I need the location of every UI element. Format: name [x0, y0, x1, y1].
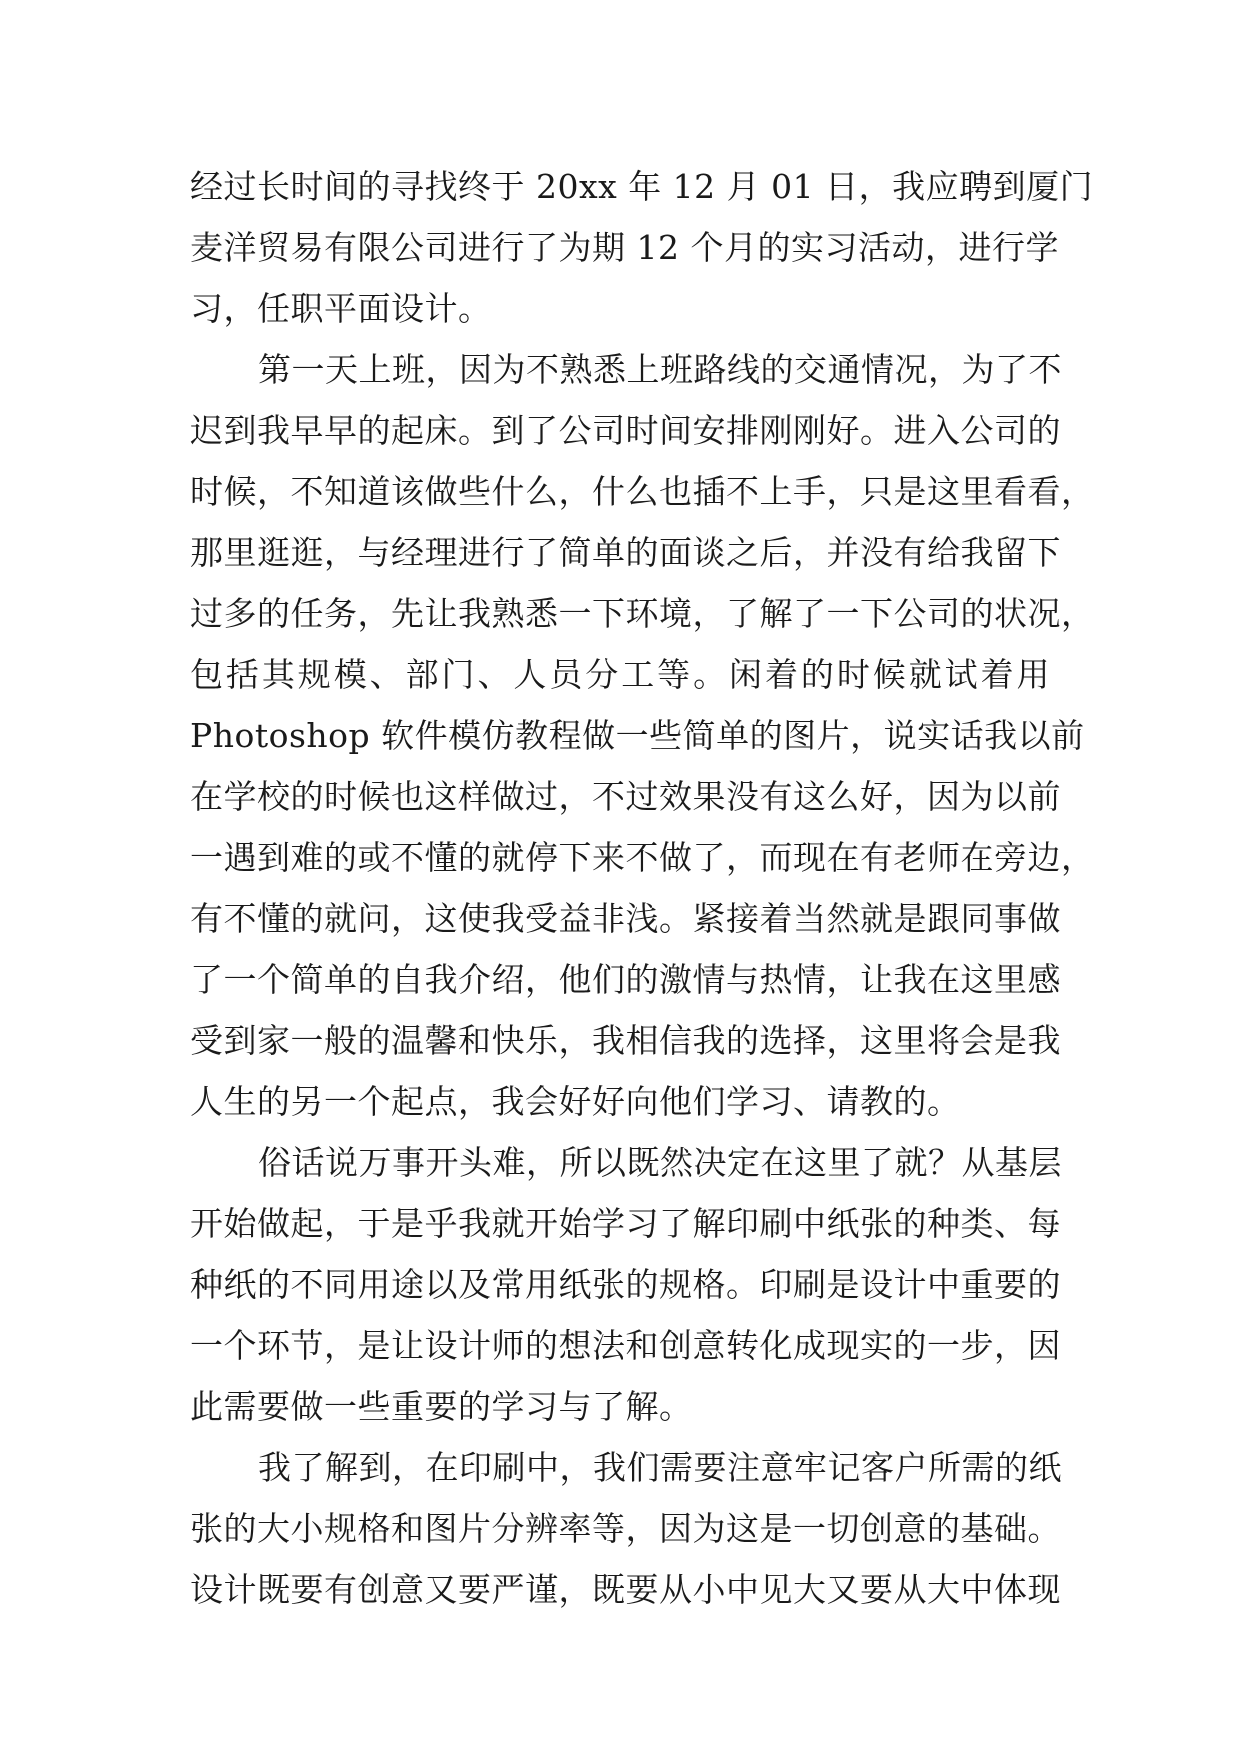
text-line: 迟到我早早的起床。到了公司时间安排刚刚好。进入公司的 — [190, 411, 1061, 450]
text-line: 习，任职平面设计。 — [190, 289, 492, 328]
text-line: 俗话说万事开头难，所以既然决定在这里了就？从基层 — [258, 1143, 1062, 1182]
text-line: 张的大小规格和图片分辨率等，因为这是一切创意的基础。 — [190, 1509, 1061, 1548]
text-line: 有不懂的就问，这使我受益非浅。紧接着当然就是跟同事做 — [190, 899, 1061, 938]
paragraph — [190, 156, 1094, 339]
text-line: 包括其规模、部门、人员分工等。闲着的时候就试着用 — [190, 655, 1050, 694]
paragraph — [190, 1132, 1062, 1437]
text-line: 种纸的不同用途以及常用纸张的规格。印刷是设计中重要的 — [190, 1265, 1061, 1304]
text-line: 了一个简单的自我介绍，他们的激情与热情，让我在这里感 — [190, 960, 1061, 999]
text-line: 我了解到，在印刷中，我们需要注意牢记客户所需的纸 — [258, 1448, 1062, 1487]
text-line: 经过长时间的寻找终于 20xx 年 12 月 01 日，我应聘到厦门 — [190, 167, 1094, 206]
text-line: 受到家一般的温馨和快乐，我相信我的选择，这里将会是我 — [190, 1021, 1061, 1060]
text-line: 麦洋贸易有限公司进行了为期 12 个月的实习活动，进行学 — [190, 228, 1059, 267]
text-line: 一遇到难的或不懂的就停下来不做了，而现在有老师在旁边， — [190, 838, 1095, 877]
text-line: Photoshop 软件模仿教程做一些简单的图片，说实话我以前 — [190, 716, 1085, 755]
paragraph — [190, 339, 1095, 1132]
text-line: 过多的任务，先让我熟悉一下环境，了解了一下公司的状况， — [190, 594, 1095, 633]
text-line: 此需要做一些重要的学习与了解。 — [190, 1387, 693, 1426]
text-line: 时候，不知道该做些什么，什么也插不上手，只是这里看看， — [190, 472, 1095, 511]
text-line: 第一天上班，因为不熟悉上班路线的交通情况，为了不 — [258, 350, 1062, 389]
text-line: 设计既要有创意又要严谨，既要从小中见大又要从大中体现 — [190, 1570, 1061, 1609]
document-body — [190, 156, 1095, 1620]
text-line: 一个环节，是让设计师的想法和创意转化成现实的一步，因 — [190, 1326, 1061, 1365]
text-line: 那里逛逛，与经理进行了简单的面谈之后，并没有给我留下 — [190, 533, 1061, 572]
text-line: 在学校的时候也这样做过，不过效果没有这么好，因为以前 — [190, 777, 1061, 816]
text-line: 开始做起，于是乎我就开始学习了解印刷中纸张的种类、每 — [190, 1204, 1061, 1243]
paragraph — [190, 1437, 1062, 1620]
text-line: 人生的另一个起点，我会好好向他们学习、请教的。 — [190, 1082, 961, 1121]
